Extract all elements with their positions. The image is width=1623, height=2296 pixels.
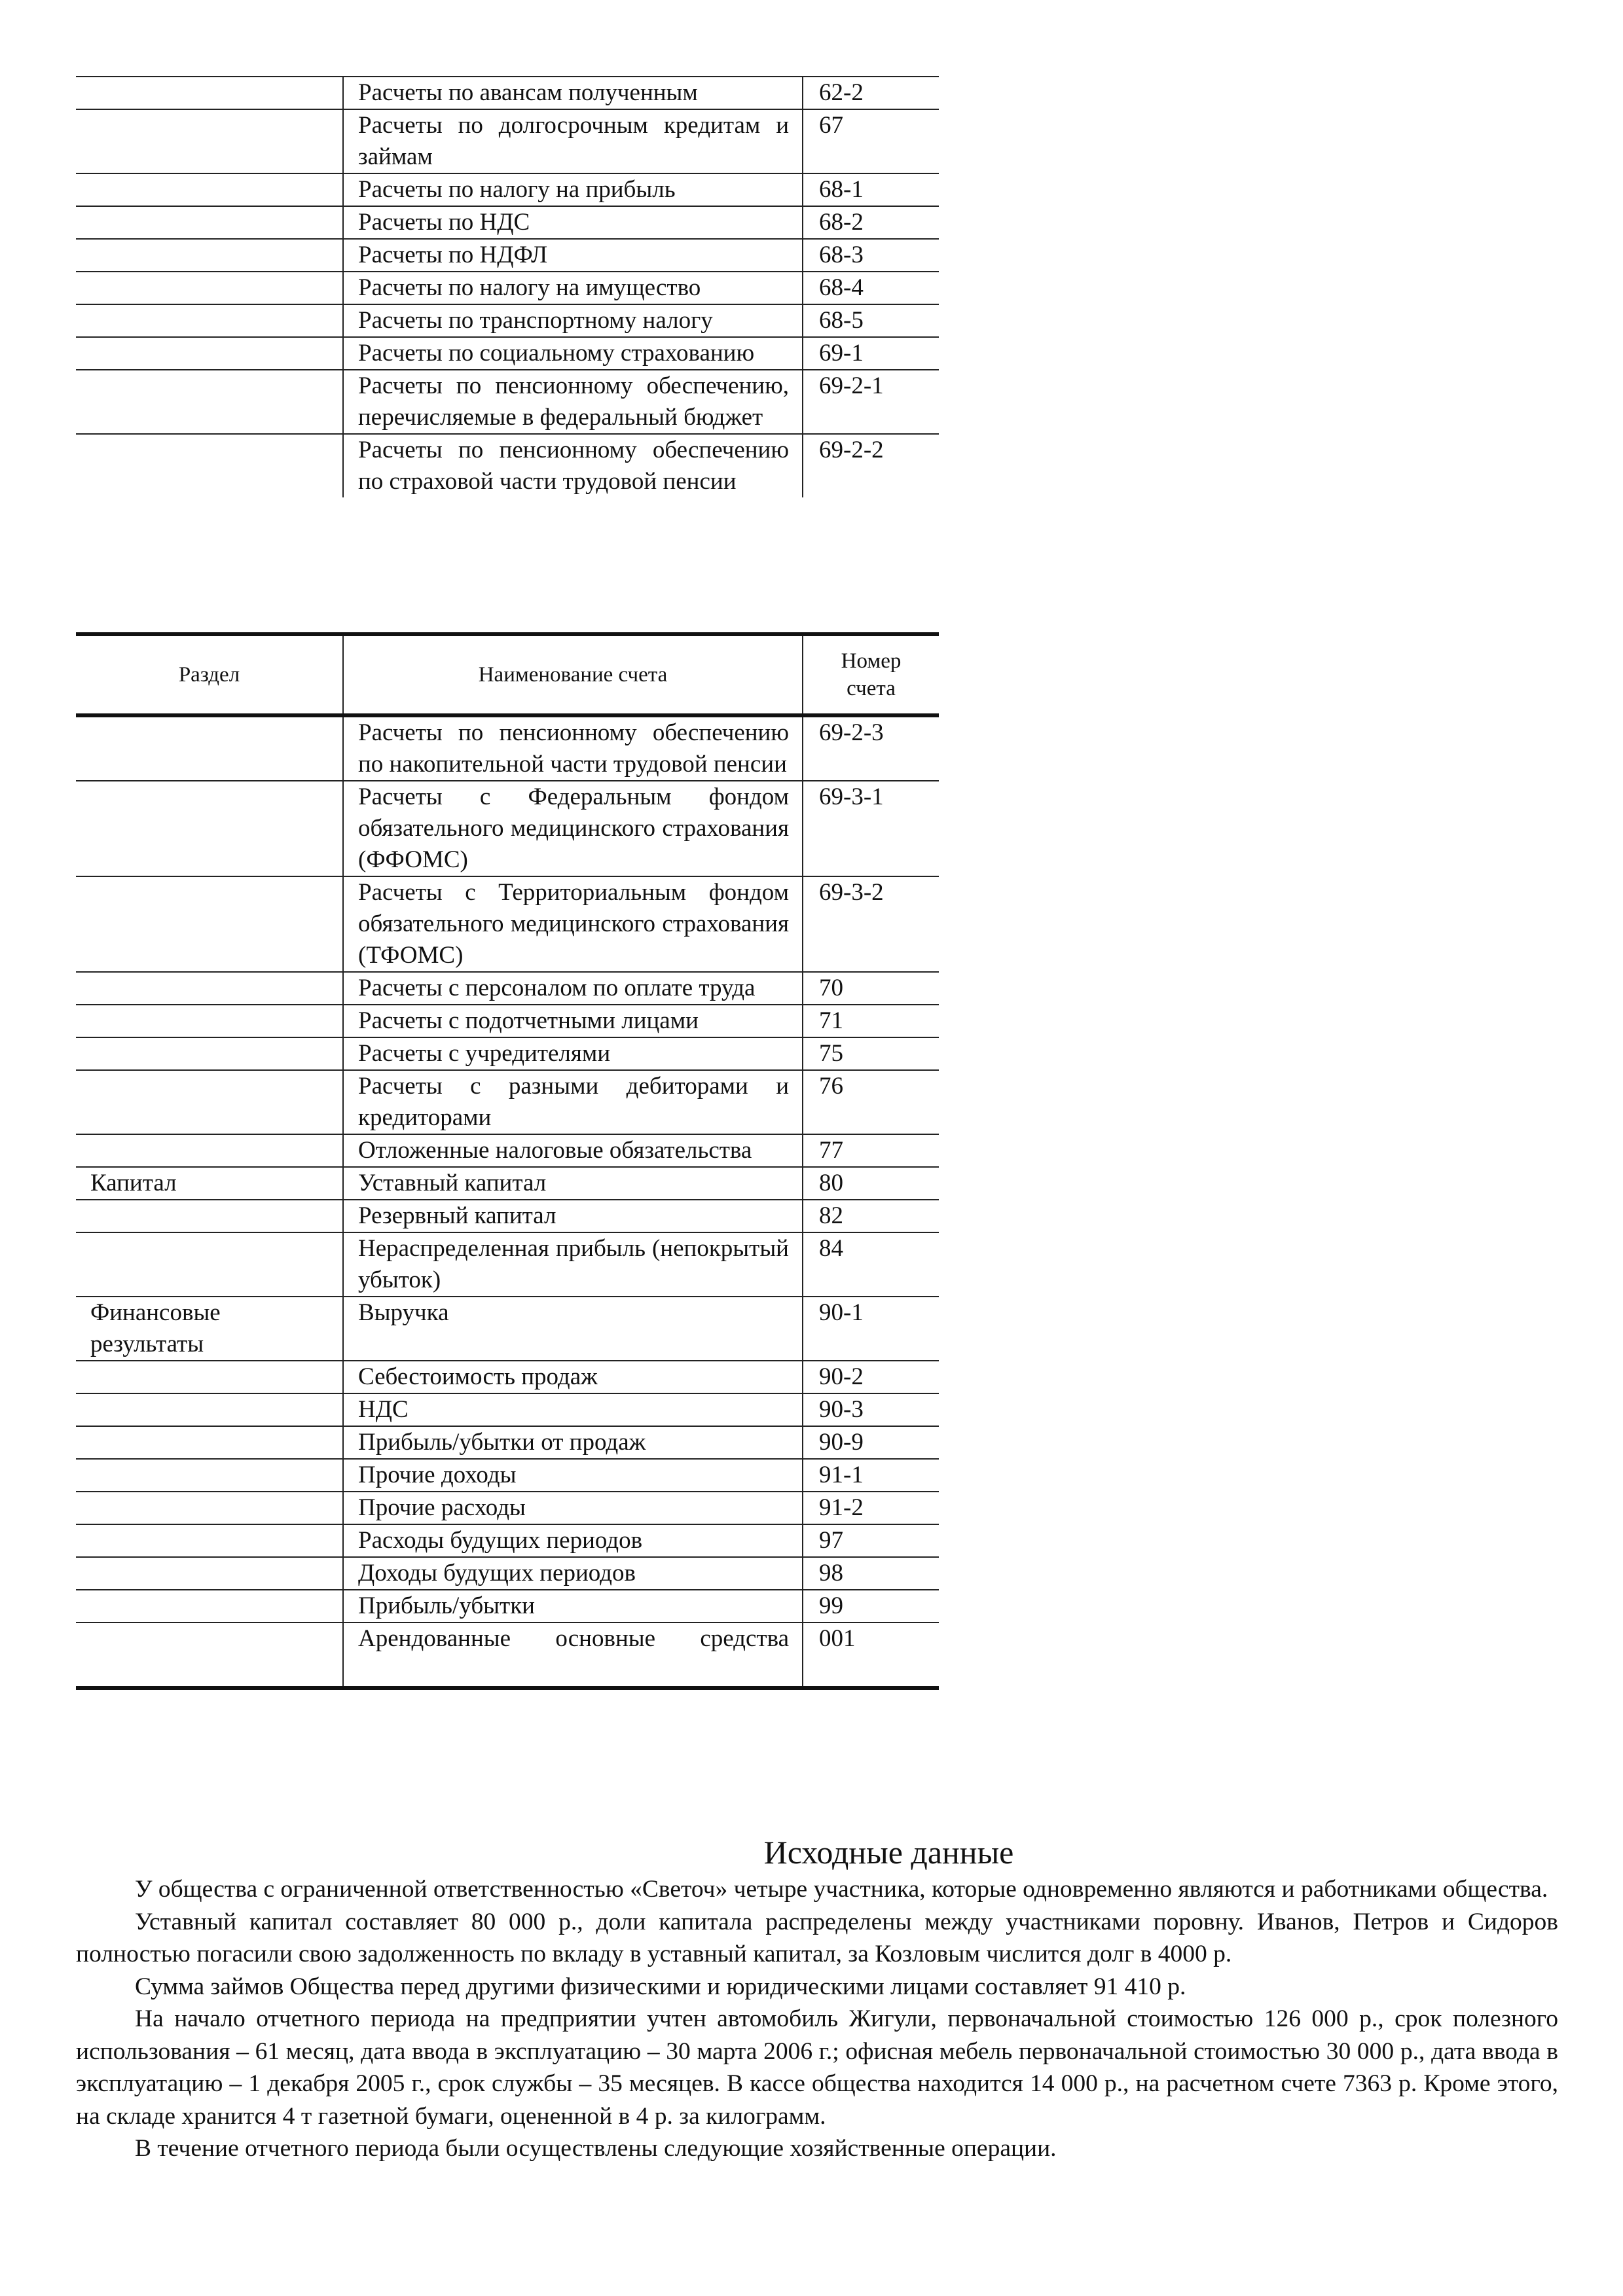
- cell-account-name: Расчеты по пенсионному обеспечению по страховой части трудовой пенсии: [343, 434, 803, 497]
- table-row: [76, 876, 939, 972]
- cell-account-number: 71: [803, 1005, 939, 1037]
- initial-data-title-text: Исходные данные: [763, 1834, 1014, 1871]
- cell-account-name: Расчеты по налогу на прибыль: [343, 173, 803, 206]
- cell-section: [76, 876, 343, 972]
- cell-account-name: Прочие доходы: [343, 1459, 803, 1492]
- cell-account-name: Расчеты с подотчетными лицами: [343, 1005, 803, 1037]
- table-row: [76, 1037, 939, 1070]
- table-row: [76, 434, 939, 497]
- cell-section: [76, 370, 343, 434]
- cell-account-name: Расчеты с Федеральным фондом обязательного медицинского страхования (ФФОМС): [343, 781, 803, 876]
- cell-section: [76, 173, 343, 206]
- initial-data-title: [0, 1833, 1623, 1872]
- cell-account-number: 98: [803, 1557, 939, 1590]
- cell-section: [76, 304, 343, 337]
- table-header-row: [76, 634, 939, 715]
- cell-section: [76, 715, 343, 781]
- cell-account-number: 68-4: [803, 272, 939, 304]
- cell-account-name: НДС: [343, 1393, 803, 1426]
- cell-account-name: Расчеты по социальному страхованию: [343, 337, 803, 370]
- cell-account-name: Доходы будущих периодов: [343, 1557, 803, 1590]
- table-row: [76, 1005, 939, 1037]
- cell-section: Капитал: [76, 1167, 343, 1200]
- cell-account-number: 62-2: [803, 77, 939, 109]
- cell-section: [76, 1200, 343, 1232]
- cell-account-number: 68-2: [803, 206, 939, 239]
- accounts-table-header: [76, 634, 939, 715]
- table-row: [76, 272, 939, 304]
- cell-section: [76, 1524, 343, 1557]
- cell-account-number: 90-9: [803, 1426, 939, 1459]
- cell-account-name: Арендованные основные средства: [343, 1623, 803, 1688]
- cell-account-number: 68-1: [803, 173, 939, 206]
- cell-account-number: 67: [803, 109, 939, 173]
- header-account-name: Наименование счета: [343, 634, 803, 715]
- cell-section: [76, 337, 343, 370]
- accounts-table-continuation: [76, 76, 939, 497]
- cell-account-name: Прочие расходы: [343, 1492, 803, 1524]
- cell-section: Финансовые результаты: [76, 1297, 343, 1361]
- cell-account-name: Расчеты по НДС: [343, 206, 803, 239]
- cell-account-number: 91-2: [803, 1492, 939, 1524]
- cell-section: [76, 434, 343, 497]
- cell-account-number: 80: [803, 1167, 939, 1200]
- cell-account-name: Расходы будущих периодов: [343, 1524, 803, 1557]
- table-row: [76, 1590, 939, 1623]
- cell-account-name: Прибыль/убытки: [343, 1590, 803, 1623]
- cell-account-number: 001: [803, 1623, 939, 1688]
- cell-account-number: 75: [803, 1037, 939, 1070]
- cell-account-number: 69-1: [803, 337, 939, 370]
- table-row: [76, 1524, 939, 1557]
- cell-section: [76, 77, 343, 109]
- cell-account-number: 91-1: [803, 1459, 939, 1492]
- cell-section: [76, 1037, 343, 1070]
- cell-account-number: 68-5: [803, 304, 939, 337]
- cell-section: [76, 1232, 343, 1297]
- cell-section: [76, 1557, 343, 1590]
- cell-account-name: Расчеты по пенсионному обеспечению по накопительной части трудовой пенсии: [343, 715, 803, 781]
- table-row: [76, 781, 939, 876]
- cell-section: [76, 1623, 343, 1688]
- cell-account-number: 69-2-3: [803, 715, 939, 781]
- paragraph: Уставный капитал составляет 80 000 р., доли капитала распределены между участниками поровну. Иванов, Петров и Сидоров полностью погасили свою задолженность по вкладу в уставный капитал, за Козловым числится долг в 4000 р.: [76, 1908, 1558, 1967]
- table-row: [76, 1426, 939, 1459]
- header-account-number: Номер счета: [803, 634, 939, 715]
- cell-account-name: Расчеты по налогу на имущество: [343, 272, 803, 304]
- cell-section: [76, 239, 343, 272]
- cell-account-name: Расчеты по пенсионному обеспечению, перечисляемые в федеральный бюджет: [343, 370, 803, 434]
- cell-account-name: Нераспределенная прибыль (непокрытый убыток): [343, 1232, 803, 1297]
- cell-account-name: Резервный капитал: [343, 1200, 803, 1232]
- cell-account-name: Отложенные налоговые обязательства: [343, 1134, 803, 1167]
- table-row: [76, 1070, 939, 1134]
- table-row: [76, 173, 939, 206]
- cell-account-number: 97: [803, 1524, 939, 1557]
- cell-account-number: 90-2: [803, 1361, 939, 1393]
- header-section: Раздел: [76, 634, 343, 715]
- cell-account-name: Расчеты по транспортному налогу: [343, 304, 803, 337]
- table-row: [76, 77, 939, 109]
- cell-account-number: 69-2-1: [803, 370, 939, 434]
- accounts-table-continuation-body: [76, 77, 939, 497]
- cell-account-name: Выручка: [343, 1297, 803, 1361]
- table-row: [76, 1557, 939, 1590]
- cell-section: [76, 1361, 343, 1393]
- cell-account-name: Расчеты по долгосрочным кредитам и займам: [343, 109, 803, 173]
- cell-section: [76, 1070, 343, 1134]
- cell-section: [76, 1459, 343, 1492]
- cell-account-name: Расчеты с разными дебиторами и кредиторами: [343, 1070, 803, 1134]
- table-row: [76, 1361, 939, 1393]
- cell-account-name: Себестоимость продаж: [343, 1361, 803, 1393]
- table-row: [76, 1623, 939, 1688]
- cell-section: [76, 972, 343, 1005]
- accounts-table-body: [76, 715, 939, 1688]
- cell-section: [76, 781, 343, 876]
- table-row: [76, 1167, 939, 1200]
- cell-section: [76, 272, 343, 304]
- table-row: [76, 337, 939, 370]
- cell-account-number: 90-3: [803, 1393, 939, 1426]
- cell-account-name: Расчеты с персоналом по оплате труда: [343, 972, 803, 1005]
- paragraph: На начало отчетного периода на предприятии учтен автомобиль Жигули, первоначальной стоимостью 126 000 р., срок полезного использования – 61 месяц, дата ввода в эксплуатацию – 30 марта 2006 г.; офисная мебель первоначальной стоимостью 30 000 р., дата ввода в эксплуатацию – 1 декабря 2005 г., срок службы – 35 месяцев. В кассе общества находится 14 000 р., на расчетном счете 7363 р. Кроме этого, на складе хранится 4 т газетной бумаги, оцененной в 4 р. за килограмм.: [76, 2005, 1558, 2130]
- cell-account-number: 84: [803, 1232, 939, 1297]
- accounts-table: [76, 632, 939, 1690]
- cell-section: [76, 206, 343, 239]
- table-row: [76, 304, 939, 337]
- cell-account-number: 82: [803, 1200, 939, 1232]
- table-row: [76, 1232, 939, 1297]
- cell-section: [76, 109, 343, 173]
- cell-section: [76, 1134, 343, 1167]
- paragraph: Сумма займов Общества перед другими физическими и юридическими лицами составляет 91 410 р.: [135, 1973, 1186, 2000]
- cell-account-name: Уставный капитал: [343, 1167, 803, 1200]
- cell-account-name: Расчеты по НДФЛ: [343, 239, 803, 272]
- table-row: [76, 972, 939, 1005]
- cell-account-number: 76: [803, 1070, 939, 1134]
- cell-account-name: Расчеты с учредителями: [343, 1037, 803, 1070]
- cell-section: [76, 1005, 343, 1037]
- table-row: [76, 206, 939, 239]
- table-row: [76, 1297, 939, 1361]
- table-row: [76, 1492, 939, 1524]
- cell-section: [76, 1426, 343, 1459]
- cell-account-name: Прибыль/убытки от продаж: [343, 1426, 803, 1459]
- paragraph: У общества с ограниченной ответственностью «Светоч» четыре участника, которые одновременно являются и работниками общества.: [135, 1876, 1548, 1903]
- cell-account-number: 69-2-2: [803, 434, 939, 497]
- cell-account-number: 70: [803, 972, 939, 1005]
- table-row: [76, 1200, 939, 1232]
- table-row: [76, 370, 939, 434]
- table-row: [76, 1459, 939, 1492]
- cell-account-number: 69-3-2: [803, 876, 939, 972]
- table-row: [76, 109, 939, 173]
- table-row: [76, 239, 939, 272]
- table-row: [76, 715, 939, 781]
- cell-account-number: 68-3: [803, 239, 939, 272]
- table-row: [76, 1393, 939, 1426]
- cell-section: [76, 1492, 343, 1524]
- cell-section: [76, 1393, 343, 1426]
- cell-account-number: 77: [803, 1134, 939, 1167]
- cell-account-number: 99: [803, 1590, 939, 1623]
- cell-account-name: Расчеты по авансам полученным: [343, 77, 803, 109]
- cell-account-number: 90-1: [803, 1297, 939, 1361]
- table-row: [76, 1134, 939, 1167]
- cell-account-name: Расчеты с Территориальным фондом обязательного медицинского страхования (ТФОМС): [343, 876, 803, 972]
- cell-account-number: 69-3-1: [803, 781, 939, 876]
- initial-data-body: [76, 1873, 1558, 2165]
- cell-section: [76, 1590, 343, 1623]
- paragraph: В течение отчетного периода были осуществлены следующие хозяйственные операции.: [135, 2135, 1057, 2162]
